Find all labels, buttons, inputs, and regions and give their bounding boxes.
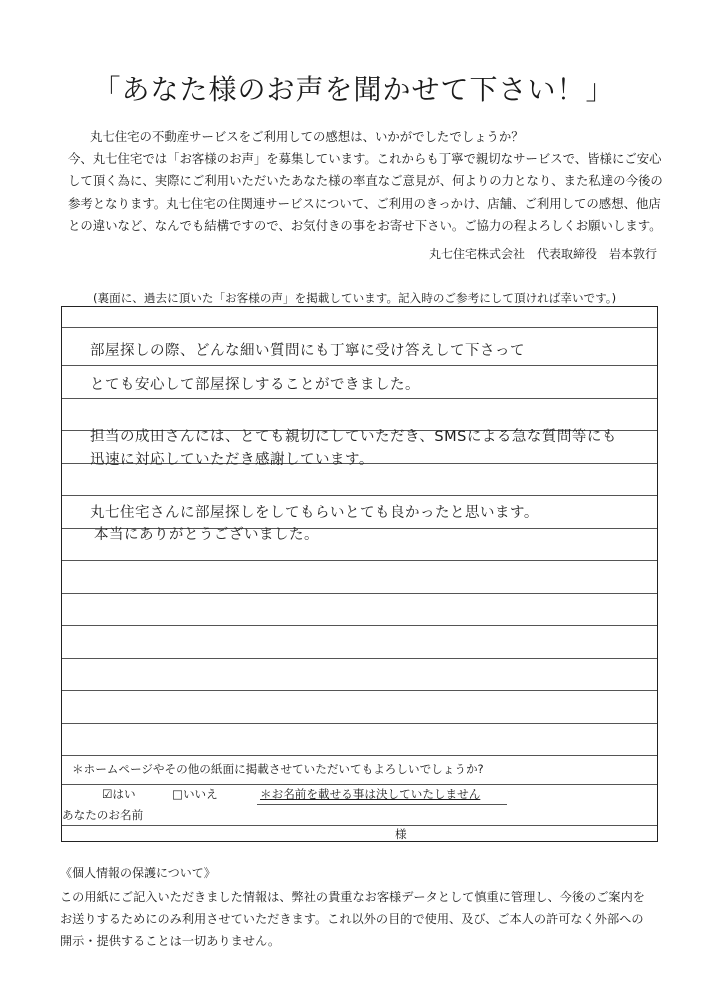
privacy-text bbox=[60, 886, 680, 952]
intro-line: との違いなど、なんでも結構ですので、お気付きの事をお寄せ下さい。ご協力の程よろしくお願いします。 bbox=[68, 217, 662, 233]
name-label: あなたのお名前 bbox=[62, 808, 144, 822]
privacy-title: 《個人情報の保護について》 bbox=[60, 866, 216, 880]
intro-line: 丸七住宅の不動産サービスをご利用しての感想は、いかがでしたでしょうか？ bbox=[90, 129, 524, 144]
honorific-sama: 様 bbox=[395, 827, 407, 841]
consent-question: ＊ホームページやその他の紙面に掲載させていただいてもよろしいでしょうか? bbox=[72, 762, 484, 776]
ruled-line bbox=[62, 365, 657, 366]
ruled-line bbox=[257, 804, 507, 805]
intro-line: 参考となります。丸七住宅の住関連サービスについて、ご利用のきっかけ、店舗、ご利用しての感想、他店 bbox=[68, 195, 661, 211]
ruled-line bbox=[62, 560, 657, 561]
ruled-line bbox=[62, 593, 657, 594]
consent-no-checkbox[interactable]: □いいえ bbox=[172, 787, 218, 801]
ruled-line bbox=[62, 495, 657, 496]
handwritten-line: 迅速に対応していただき感謝しています。 bbox=[90, 452, 374, 468]
handwritten-line: 丸七住宅さんに部屋探しをしてもらいとても良かったと思います。 bbox=[90, 505, 539, 521]
privacy-line: お送りするためにのみ利用させていただきます。これ以外の目的で使用、及び、ご本人の許可なく外部への bbox=[60, 912, 644, 926]
handwritten-line: 部屋探しの際、どんな細い質問にも丁寧に受け答えして下さって bbox=[90, 343, 525, 359]
ruled-line bbox=[62, 755, 657, 756]
intro-line: 今、丸七住宅では「お客様のお声」を募集しています。これからも丁寧で親切なサービスで、皆様にご安心 bbox=[68, 151, 662, 167]
name-notice: ＊お名前を載せる事は決していたしません bbox=[260, 787, 481, 801]
company-signature: 丸七住宅株式会社 代表取締役 岩本敦行 bbox=[428, 247, 657, 261]
privacy-line: この用紙にご記入いただきました情報は、弊社の貴重なお客様データとして慎重に管理し、今後のご案内を bbox=[60, 890, 645, 904]
privacy-line: 開示・提供することは一切ありません。 bbox=[60, 934, 281, 948]
ruled-line bbox=[62, 723, 657, 724]
comment-box bbox=[61, 306, 658, 842]
ruled-line bbox=[62, 398, 657, 399]
intro-line: して頂く為に、実際にご利用いただいたあなた様の率直なご意見が、何よりの力となり、また私達の今後の bbox=[68, 173, 663, 189]
handwritten-line: とても安心して部屋探しすることができました。 bbox=[90, 377, 420, 393]
ruled-line bbox=[62, 825, 657, 826]
reference-note: (裏面に、過去に頂いた「お客様の声」を掲載しています。記入時のご参考にして頂ければ幸いです。) bbox=[93, 291, 617, 305]
consent-yes-checkbox[interactable]: ☑はい bbox=[102, 787, 136, 801]
ruled-line bbox=[62, 784, 657, 785]
ruled-line bbox=[62, 327, 657, 328]
ruled-line bbox=[62, 690, 657, 691]
intro-text bbox=[68, 126, 668, 237]
handwritten-line: 本当にありがとうございました。 bbox=[94, 527, 319, 543]
page-title: 「あなた様のお声を聞かせて下さい！」 bbox=[92, 73, 615, 106]
ruled-line bbox=[62, 625, 657, 626]
handwritten-line: 担当の成田さんには、とても親切にしていただき、SMSによる急な質問等にも bbox=[90, 429, 617, 445]
ruled-line bbox=[62, 658, 657, 659]
